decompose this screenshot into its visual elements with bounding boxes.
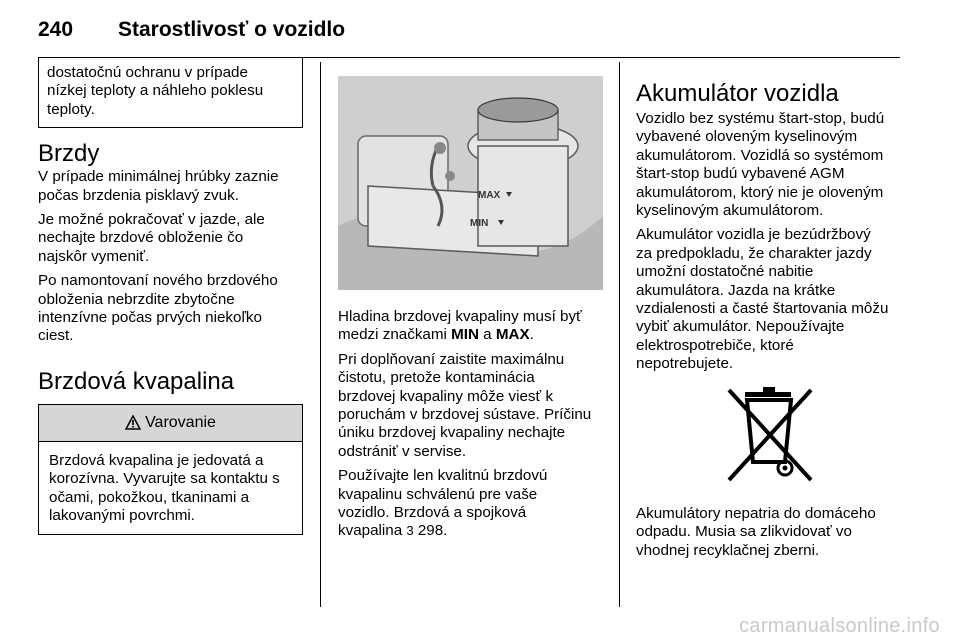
brakes-paragraph-3: Po namontovaní nového brzdového obloženia nebrzdite zbytočne intenzívne počas prvých niekoľko ciest.: [38, 272, 278, 345]
page-reference[interactable]: 298.: [413, 522, 448, 540]
refill-paragraph: Pri doplňovaní zaistite maximálnu čistotu, pretože kontaminácia brzdovej kvapaliny môže viesť k poruchám v brzdovej sústave. Príčinu úniku brzdovej kvapaliny nechajte odstrániť v servise.: [338, 350, 592, 460]
min-label: MIN: [451, 326, 479, 344]
warning-title: Varovanie: [145, 413, 216, 431]
crossed-out-bin-icon: [715, 384, 825, 489]
warning-box: [38, 404, 303, 535]
column-divider-2: [619, 62, 620, 607]
note-text: dostatočnú ochranu v prípade nízkej teploty a náhleho poklesu teploty.: [47, 64, 264, 118]
page-title: Starostlivosť o vozidlo: [118, 18, 346, 41]
fluid-level-paragraph: Hladina brzdovej kvapaliny musí byť medzi značkami MIN a MAX.: [338, 308, 582, 344]
brakes-paragraph-1: V prípade minimálnej hrúbky zaznie počas brzdenia pisklavý zvuk.: [38, 168, 279, 204]
page-header: [38, 14, 922, 54]
max-mark-label: MAX: [478, 190, 501, 201]
use-fluid-paragraph: Používajte len kvalitnú brzdovú kvapalinu schválenú pre vaše vozidlo. Brzdová a spojková kvapalina 3 298.: [338, 467, 548, 540]
warning-text: Brzdová kvapalina je jedovatá a korozívna. Vyvarujte sa kontaktu s očami, pokožkou, tkaninami a lakovanými povrchmi.: [49, 451, 280, 525]
column-left: [38, 58, 303, 535]
watermark: carmanualsonline.info: [739, 615, 940, 637]
column-divider-1: [320, 62, 321, 607]
brakes-paragraph-2: Je možné pokračovať v jazde, ale nechajte brzdové obloženie čo najskôr vymeniť.: [38, 211, 265, 265]
warning-triangle-icon: [125, 415, 141, 430]
warning-header: [39, 405, 302, 442]
battery-paragraph-3: Akumulátory nepatria do domáceho odpadu. Musia sa zlikvidovať vo vhodnej recyklačnej zberni.: [636, 504, 876, 559]
warning-body: [39, 442, 302, 534]
column-middle: [338, 58, 603, 547]
min-mark-label: MIN: [470, 218, 489, 229]
note-box: [38, 58, 303, 128]
battery-paragraph-2: Akumulátor vozidla je bezúdržbový za predpokladu, že charakter jazdy umožní dostatočné nabitie akumulátora. Jazda na krátke vzdialenosti a časté štartovania môžu vybiť akumulátor. Nepoužívajte elektrospotrebiče, ktoré nepotrebujete.: [636, 226, 889, 373]
max-label: MAX: [495, 326, 530, 344]
battery-paragraph-1: Vozidlo bez systému štart-stop, budú vybavené oloveným kyselinovým akumulátorom. Vozidlá so systémom štart-stop budú vybavené AGM akumulátorom, ktorý nie je oloveným kyselinovým akumulátorom.: [636, 110, 885, 220]
brakes-heading: Brzdy: [38, 140, 100, 168]
column-right: [636, 80, 904, 566]
brake-fluid-heading: Brzdová kvapalina: [38, 367, 235, 395]
reservoir-illustration: [338, 76, 603, 290]
battery-heading: Akumulátor vozidla: [636, 80, 839, 107]
page-reference-arrow-icon[interactable]: 3: [406, 523, 414, 539]
page-number: 240: [38, 18, 74, 41]
brake-fluid-reservoir-photo: [338, 76, 603, 290]
